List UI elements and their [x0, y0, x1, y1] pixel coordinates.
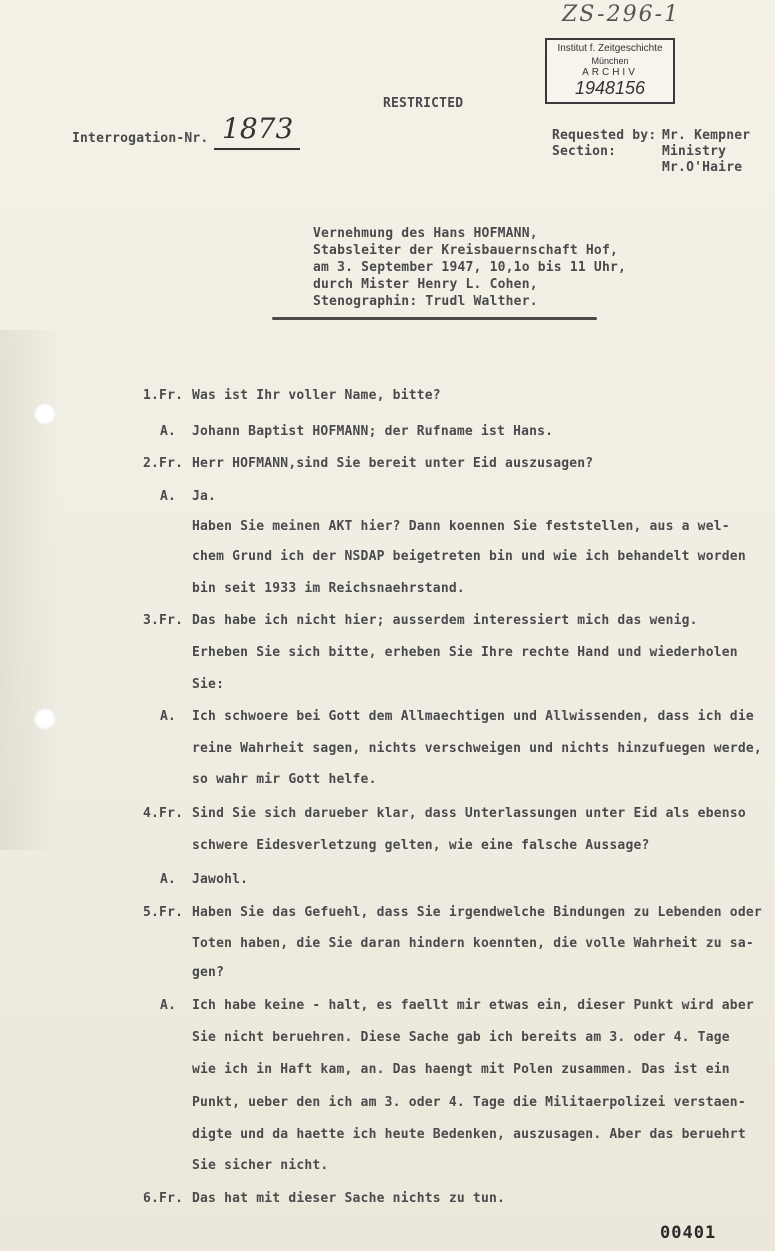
heading-line: am 3. September 1947, 10,1o bis 11 Uhr,: [313, 260, 627, 275]
body-line: Jawohl.: [192, 872, 249, 887]
stamp-archive: ARCHIV: [582, 67, 638, 78]
body-line: Punkt, ueber den ich am 3. oder 4. Tage die Militaerpolizei verstaen-: [192, 1095, 746, 1110]
heading-line: Stabsleiter der Kreisbauernschaft Hof,: [313, 243, 619, 258]
body-line: bin seit 1933 im Reichsnaehrstand.: [192, 581, 465, 596]
page-number: 00401: [660, 1223, 717, 1243]
section-value-2: Mr.O'Haire: [662, 160, 743, 175]
body-line: wie ich in Haft kam, an. Das haengt mit Polen zusammen. Das ist ein: [192, 1062, 730, 1077]
heading-line: Stenographin: Trudl Walther.: [313, 294, 538, 309]
body-line: Erheben Sie sich bitte, erheben Sie Ihre rechte Hand und wiederholen: [192, 645, 738, 660]
question-marker: 2.Fr.: [143, 456, 184, 471]
body-line: Ich schwoere bei Gott dem Allmaechtigen und Allwissenden, dass ich die: [192, 709, 754, 724]
answer-marker: A.: [160, 998, 177, 1013]
requested-by-label: Requested by:: [552, 128, 657, 143]
section-value: Ministry: [662, 144, 727, 159]
stamp-institute: Institut f. Zeitgeschichte: [557, 43, 663, 54]
body-line: Ja.: [192, 489, 217, 504]
body-line: Haben Sie das Gefuehl, dass Sie irgendwelche Bindungen zu Lebenden oder: [192, 905, 762, 920]
question-marker: 6.Fr.: [143, 1191, 184, 1206]
body-line: reine Wahrheit sagen, nichts verschweigen und nichts hinzufuegen werde,: [192, 741, 762, 756]
punch-hole: [34, 403, 56, 425]
body-line: digte und da haette ich heute Bedenken, auszusagen. Aber das beruehrt: [192, 1127, 746, 1142]
body-line: schwere Eidesverletzung gelten, wie eine falsche Aussage?: [192, 838, 650, 853]
body-line: Johann Baptist HOFMANN; der Rufname ist Hans.: [192, 424, 554, 439]
interrogation-label: Interrogation-Nr.: [72, 131, 209, 146]
question-marker: 1.Fr.: [143, 388, 184, 403]
heading-rule: [272, 317, 597, 320]
answer-marker: A.: [160, 872, 177, 887]
answer-marker: A.: [160, 424, 177, 439]
interrogation-number-underline: [214, 148, 300, 150]
question-marker: 4.Fr.: [143, 806, 184, 821]
stamp-city: München: [591, 56, 629, 66]
body-line: gen?: [192, 965, 225, 980]
archive-reference: ZS-296-1: [562, 2, 681, 27]
body-line: Das hat mit dieser Sache nichts zu tun.: [192, 1191, 506, 1206]
body-line: Herr HOFMANN,sind Sie bereit unter Eid auszusagen?: [192, 456, 594, 471]
question-marker: 3.Fr.: [143, 613, 184, 628]
body-line: Das habe ich nicht hier; ausserdem interessiert mich das wenig.: [192, 613, 698, 628]
requested-by-value: Mr. Kempner: [662, 128, 751, 143]
body-line: chem Grund ich der NSDAP beigetreten bin und wie ich behandelt worden: [192, 549, 746, 564]
body-line: Sie:: [192, 677, 225, 692]
section-label: Section:: [552, 144, 617, 159]
punch-hole: [34, 708, 56, 730]
interrogation-number: 1873: [222, 112, 294, 145]
body-line: so wahr mir Gott helfe.: [192, 772, 377, 787]
body-line: Ich habe keine - halt, es faellt mir etwas ein, dieser Punkt wird aber: [192, 998, 754, 1013]
answer-marker: A.: [160, 709, 177, 724]
answer-marker: A.: [160, 489, 177, 504]
body-line: Was ist Ihr voller Name, bitte?: [192, 388, 441, 403]
archive-stamp: [545, 38, 675, 104]
body-line: Haben Sie meinen AKT hier? Dann koennen Sie feststellen, aus a wel-: [192, 519, 730, 534]
body-line: Sie nicht beruehren. Diese Sache gab ich bereits am 3. oder 4. Tage: [192, 1030, 730, 1045]
body-line: Toten haben, die Sie daran hindern koennten, die volle Wahrheit zu sa-: [192, 936, 754, 951]
heading-line: durch Mister Henry L. Cohen,: [313, 277, 538, 292]
heading-line: Vernehmung des Hans HOFMANN,: [313, 226, 538, 241]
question-marker: 5.Fr.: [143, 905, 184, 920]
classification-label: RESTRICTED: [383, 96, 464, 111]
stamp-number: 1948156: [574, 78, 646, 98]
body-line: Sind Sie sich darueber klar, dass Unterlassungen unter Eid als ebenso: [192, 806, 746, 821]
body-line: Sie sicher nicht.: [192, 1158, 329, 1173]
